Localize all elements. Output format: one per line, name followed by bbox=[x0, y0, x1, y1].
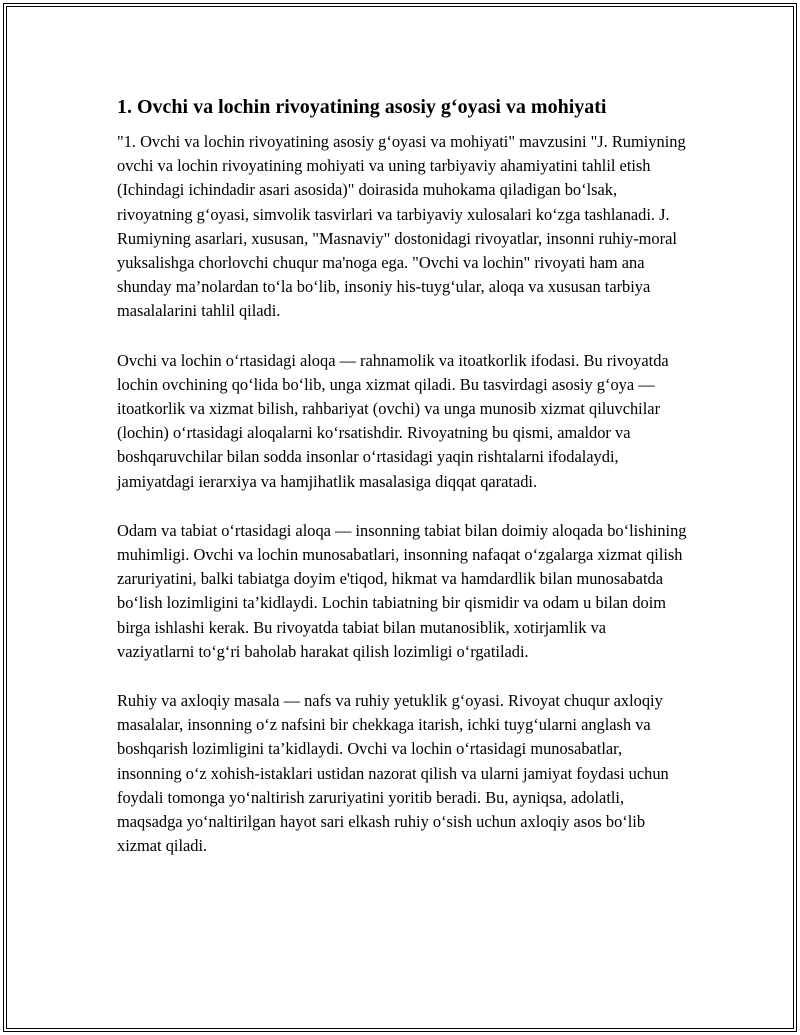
paragraph-spiritual-moral: Ruhiy va axloqiy masala — nafs va ruhiy yetuklik g‘oyasi. Rivoyat chuqur axloqiy masalalar, insonning o‘z nafsini bir chekkaga itarish, ichki tuyg‘ularni anglash va boshqarish lozimligini ta’kidlaydi. Ovchi va lochin o‘rtasidagi munosabatlar, insonning o‘z xohish-istaklari ustidan nazorat qilish va ularni jamiyat foydasi uchun foydali tomonga yo‘naltirish zaruriyatini yoritib beradi. Bu, ayniqsa, adolatli, maqsadga yo‘naltirilgan hayot sari elkash ruhiy o‘sish uchun axloqiy asos bo‘lib xizmat qiladi. bbox=[117, 691, 669, 856]
paragraph-intro: "1. Ovchi va lochin rivoyatining asosiy g‘oyasi va mohiyati" mavzusini "J. Rumiyning ovchi va lochin rivoyatining mohiyati va uning tarbiyaviy ahamiyatini tahlil etish (Ichindagi ichindadir asari asosida)" doirasida muhokama qiladigan bo‘lsak, rivoyatning g‘oyasi, simvolik tasvirlari va tarbiyaviy xulosalari ko‘zga tashlanadi. J. Rumiyning asarlari, xususan, "Masnaviy" dostonidagi rivoyatlar, insonni ruhiy-moral yuksalishga chorlovchi chuqur ma'noga ega. "Ovchi va lochin" rivoyati ham ana shunday ma’nolardan to‘la bo‘lib, insoniy his-tuyg‘ular, aloqa va xususan tarbiya masalalarini tahlil qiladi. bbox=[117, 132, 686, 321]
document-body bbox=[117, 93, 687, 883]
section-heading: 1. Ovchi va lochin rivoyatining asosiy g‘oyasi va mohiyati bbox=[117, 96, 607, 118]
paragraph-hunter-falcon-relation: Ovchi va lochin o‘rtasidagi aloqa — rahnamolik va itoatkorlik ifodasi. Bu rivoyatda lochin ovchining qo‘lida bo‘lib, unga xizmat qiladi. Bu tasvirdagi asosiy g‘oya — itoatkorlik va xizmat bilish, rahbariyat (ovchi) va unga munosib xizmat qiluvchilar (lochin) o‘rtasidagi aloqalarni ko‘rsatishdir. Rivoyatning bu qismi, amaldor va boshqaruvchilar bilan sodda insonlar o‘rtasidagi yaqin rishtalarni ifodalaydi, jamiyatdagi ierarxiya va hamjihatlik masalasiga diqqat qaratadi. bbox=[117, 350, 669, 491]
paragraph-human-nature-relation: Odam va tabiat o‘rtasidagi aloqa — insonning tabiat bilan doimiy aloqada bo‘lishining muhimligi. Ovchi va lochin munosabatlari, insonning nafaqat o‘zgalarga xizmat qilish zaruriyatini, balki tabiatga doyim e'tiqod, hikmat va hamdardlik bilan munosabatda bo‘lish lozimligini ta’kidlaydi. Lochin tabiatning bir qismidir va odam u bilan doim birga ishlashi kerak. Bu rivoyatda tabiat bilan mutanosiblik, xotirjamlik va vaziyatlarni to‘g‘ri baholab harakat qilish lozimligi o‘rgatiladi. bbox=[117, 520, 687, 661]
